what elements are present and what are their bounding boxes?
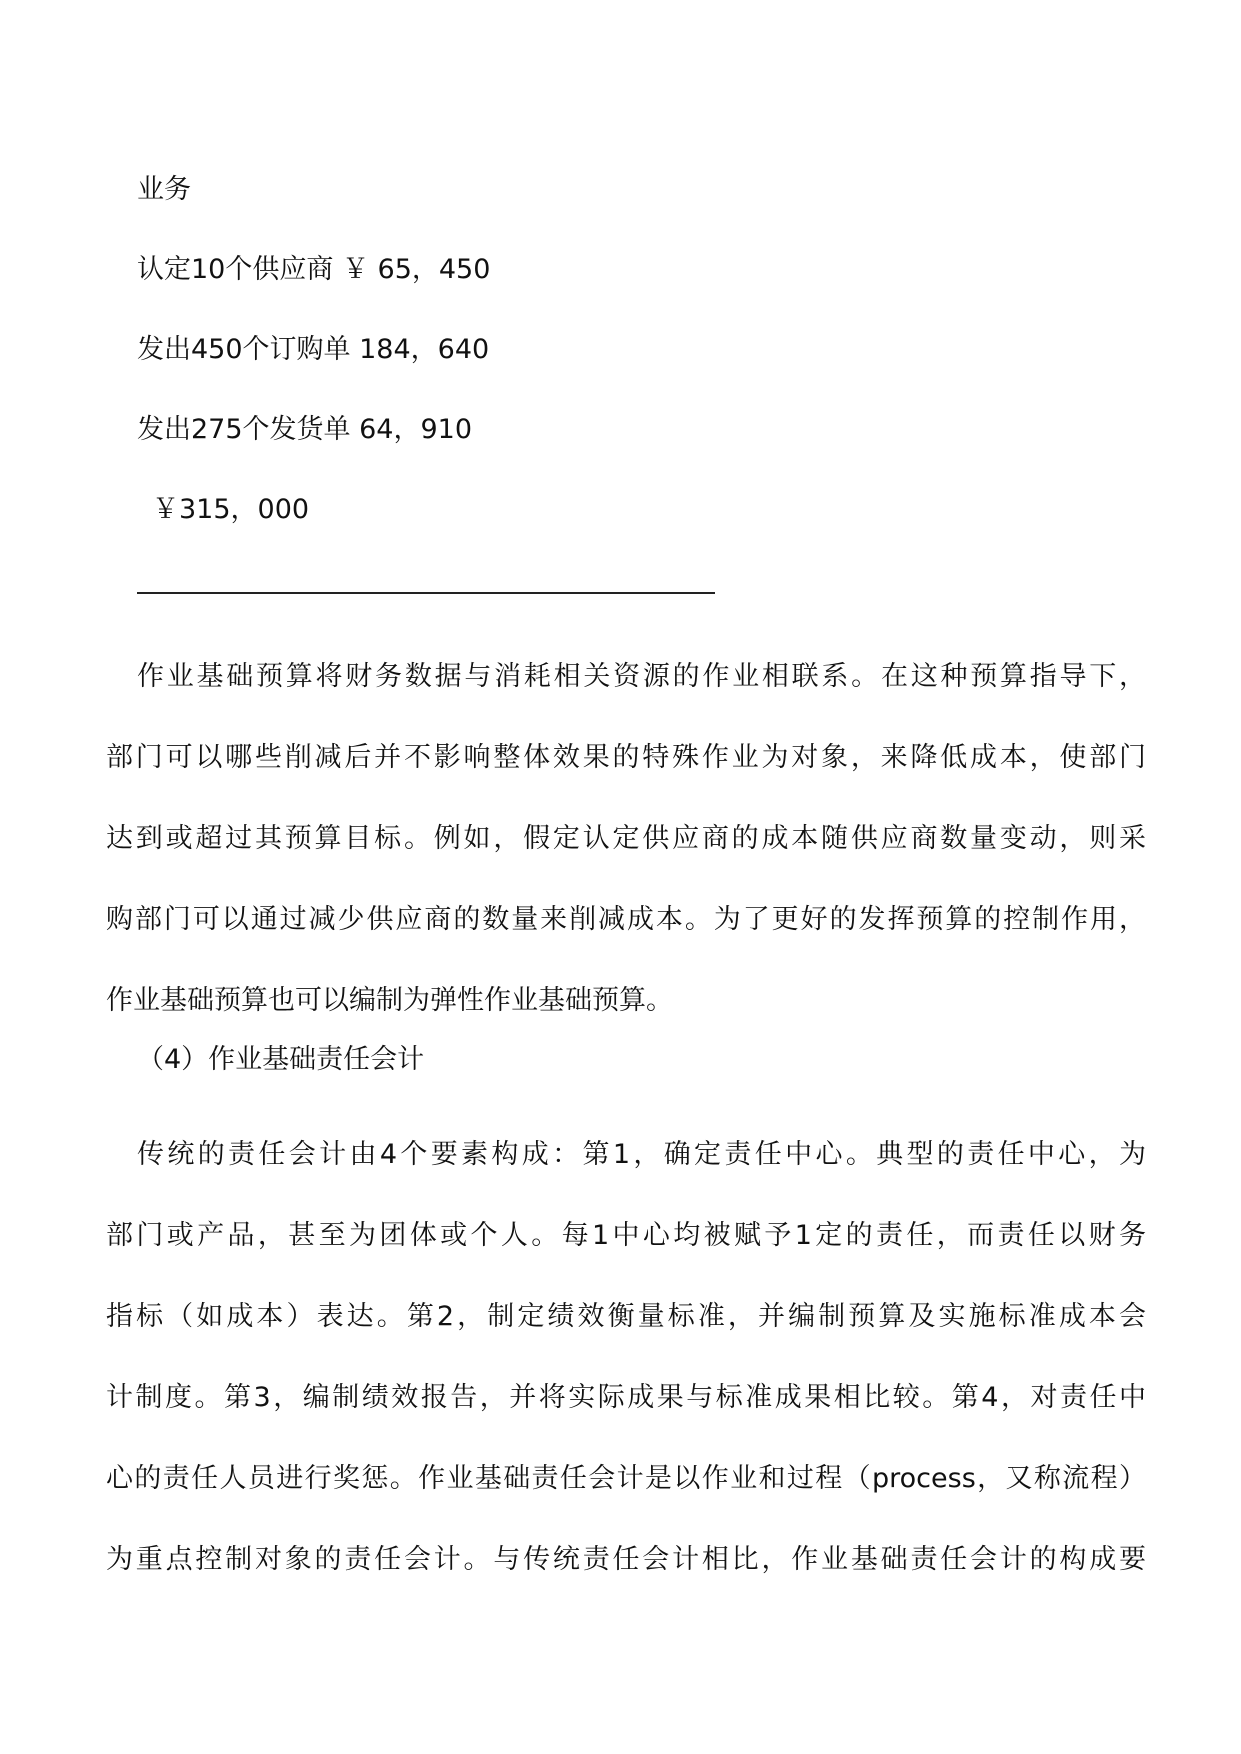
- paragraph-line: 指标（如成本）表达。第2，制定绩效衡量标准，并编制预算及实施标准成本会: [106, 1301, 1146, 1332]
- paragraph-1: [106, 636, 1146, 1041]
- list-item: 发出275个发货单 64，910: [137, 414, 473, 445]
- list-total: ￥315，000: [152, 494, 310, 525]
- horizontal-rule: [137, 592, 715, 594]
- paragraph-line: 达到或超过其预算目标。例如，假定认定供应商的成本随供应商数量变动，则采: [106, 823, 1146, 854]
- paragraph-line: 作业基础预算将财务数据与消耗相关资源的作业相联系。在这种预算指导下，: [137, 661, 1146, 692]
- paragraph-line: 心的责任人员进行奖惩。作业基础责任会计是以作业和过程（process，又称流程）: [106, 1463, 1146, 1494]
- paragraph-2: [106, 1114, 1146, 1600]
- paragraph-line: 为重点控制对象的责任会计。与传统责任会计相比，作业基础责任会计的构成要: [106, 1544, 1146, 1575]
- section-heading: （4）作业基础责任会计: [137, 1044, 425, 1075]
- paragraph-line: 传统的责任会计由4个要素构成：第1，确定责任中心。典型的责任中心，为: [137, 1139, 1146, 1170]
- list-heading: 业务: [137, 174, 191, 205]
- list-item: 认定10个供应商 ￥ 65，450: [137, 254, 491, 285]
- list-item: 发出450个订购单 184，640: [137, 334, 490, 365]
- paragraph-line: 部门或产品，甚至为团体或个人。每1中心均被赋予1定的责任，而责任以财务: [106, 1220, 1146, 1251]
- paragraph-line: 部门可以哪些削减后并不影响整体效果的特殊作业为对象，来降低成本，使部门: [106, 742, 1146, 773]
- paragraph-line: 购部门可以通过减少供应商的数量来削减成本。为了更好的发挥预算的控制作用，: [106, 904, 1146, 935]
- paragraph-line: 计制度。第3，编制绩效报告，并将实际成果与标准成果相比较。第4，对责任中: [106, 1382, 1146, 1413]
- paragraph-line: 作业基础预算也可以编制为弹性作业基础预算。: [106, 985, 673, 1016]
